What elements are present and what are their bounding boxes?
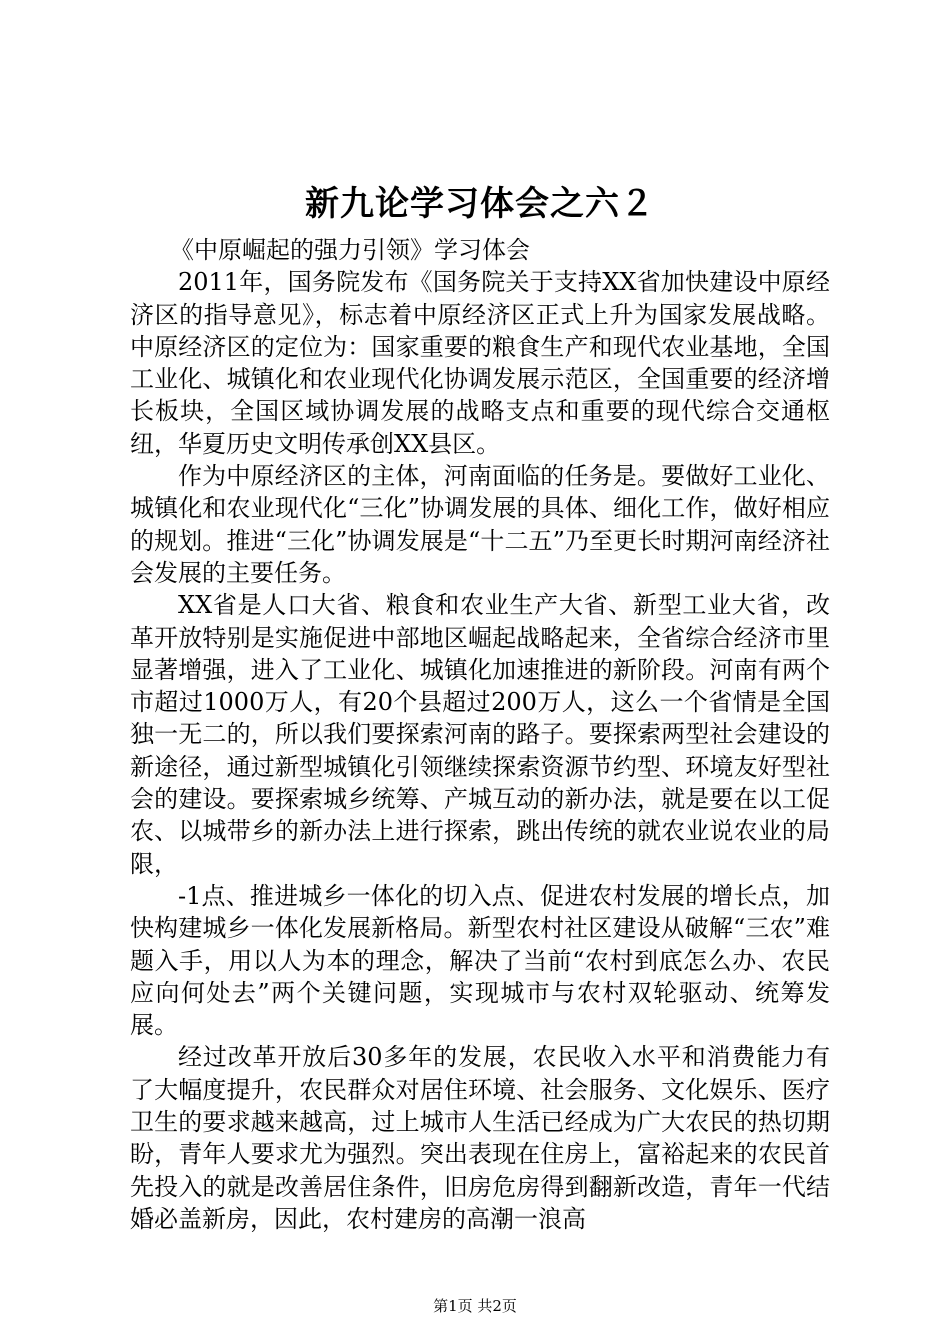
paragraph: -1点、推进城乡一体化的切入点、促进农村发展的增长点，加快构建城乡一体化发展新格局。新型农村社区建设从破解“三农”难题入手，用以人为本的理念，解决了当前“农村到底怎么办、农民应向何处去”两个关键问题，实现城市与农村双轮驱动、统筹发展。 [130,881,830,1040]
page-footer: 第1页 共2页 [433,1297,517,1315]
paragraph: 作为中原经济区的主体，河南面临的任务是。要做好工业化、城镇化和农业现代化“三化”协调发展的具体、细化工作，做好相应的规划。推进“三化”协调发展是“十二五”乃至更长时期河南经济社会发展的主要任务。 [130,462,830,587]
document-title: 新九论学习体会之六２ [305,184,655,224]
paragraph: XX省是人口大省、粮食和农业生产大省、新型工业大省，改革开放特别是实施促进中部地区崛起战略起来，全省综合经济市里显著增强，进入了工业化、城镇化加速推进的新阶段。河南有两个市超过1000万人，有20个县超过200万人，这么一个省情是全国独一无二的，所以我们要探索河南的路子。要探索两型社会建设的新途径，通过新型城镇化引领继续探索资源节约型、环境友好型社会的建设。要探索城乡统筹、产城互动的新办法，就是要在以工促农、以城带乡的新办法上进行探索，跳出传统的就农业说农业的局限， [130,591,830,878]
document-page [130,180,830,1235]
paragraph: 经过改革开放后30多年的发展，农民收入水平和消费能力有了大幅度提升，农民群众对居住环境、社会服务、文化娱乐、医疗卫生的要求越来越高，过上城市人生活已经成为广大农民的热切期盼，青年人要求尤为强烈。突出表现在住房上，富裕起来的农民首先投入的就是改善居住条件，旧房危房得到翻新改造，青年一代结婚必盖新房，因此，农村建房的高潮一浪高 [130,1043,830,1233]
paragraph: 2011年，国务院发布《国务院关于支持XX省加快建设中原经济区的指导意见》，标志着中原经济区正式上升为国家发展战略。中原经济区的定位为：国家重要的粮食生产和现代农业基地，全国工业化、城镇化和农业现代化协调发展示范区，全国重要的经济增长板块，全国区域协调发展的战略支点和重要的现代综合交通枢纽，华夏历史文明传承创XX县区。 [130,268,830,458]
document-body [130,234,830,1235]
document-subtitle: 《中原崛起的强力引领》学习体会 [170,236,530,264]
